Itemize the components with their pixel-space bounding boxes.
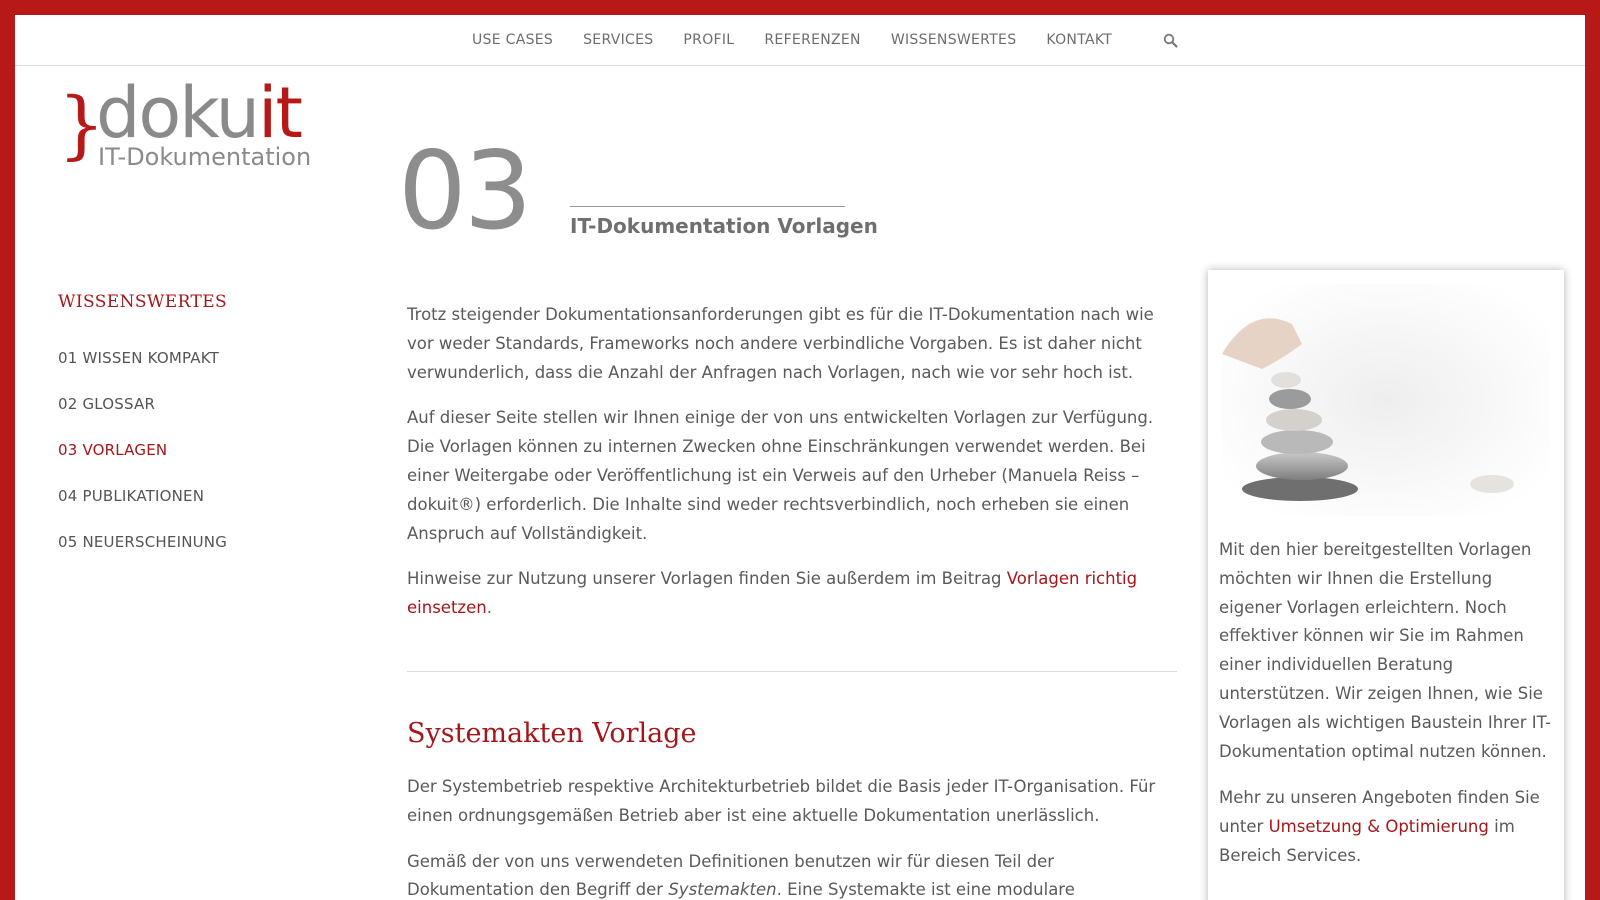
info-box-paragraph: Mit den hier bereitgestellten Vorlagen möchten wir Ihnen die Erstellung eigener Vorlagen erleichtern. Noch effektiver können wir Sie im Rahmen einer individuellen Beratung unterstützen. Wir zeigen Ihnen, wie Sie Vorlagen als wichtigen Baustein Ihrer IT-Dokumentation optimal nutzen können.	[1219, 540, 1552, 761]
systembetrieb-paragraph: Der Systembetrieb respektive Architekturbetrieb bildet die Basis jeder IT-Organisation. Für einen ordnungsgemäßen Betrieb aber ist eine aktuelle Dokumentation unerlässlich.	[407, 776, 1156, 825]
page-title: IT-Dokumentation Vorlagen	[570, 214, 878, 238]
sidebar-menu	[58, 349, 227, 579]
sidebar-item-vorlagen[interactable]: 03 VORLAGEN	[58, 441, 168, 459]
nav-item-services[interactable]: SERVICES	[583, 32, 654, 48]
logo-brace: }	[58, 82, 106, 168]
hint-text: Hinweise zur Nutzung unserer Vorlagen finden Sie außerdem im Beitrag	[407, 569, 1007, 589]
logo-subtitle: IT-Dokumentation	[98, 143, 312, 171]
umsetzung-optimierung-link[interactable]: Umsetzung & Optimierung	[1268, 817, 1489, 837]
title-divider	[570, 206, 845, 207]
nav-item-profil[interactable]: PROFIL	[683, 32, 735, 48]
nav-item-kontakt[interactable]: KONTAKT	[1046, 32, 1113, 48]
usage-paragraph: Auf dieser Seite stellen wir Ihnen einige der von uns entwickelten Vorlagen zur Verfügung. Die Vorlagen können zu internen Zwecken ohne Einschränkungen verwendet werden. Bei einer Weitergabe oder Veröffentlichung ist ein Verweis auf den Urheber (Manuela Reiss – dokuit®) erforderlich. Die Inhalte sind weder rechtsverbindlich, noch erheben sie einen Anspruch auf Vollständigkeit.	[407, 408, 1154, 543]
page-number: 03	[398, 129, 530, 254]
sidebar-item-glossar[interactable]: 02 GLOSSAR	[58, 395, 156, 413]
logo-wordmark	[96, 72, 301, 154]
hint-suffix: .	[486, 598, 492, 618]
stacked-stones-image	[1222, 284, 1550, 516]
main-content	[407, 301, 1177, 900]
intro-paragraph: Trotz steigender Dokumentationsanforderungen gibt es für die IT-Dokumentation nach wie vor weder Standards, Frameworks noch andere verbindliche Vorgaben. Es ist daher nicht verwunderlich, dass die Anzahl der Anfragen nach Vorlagen, nach wie vor sehr hoch ist.	[407, 305, 1154, 382]
section-title: Systemakten Vorlage	[407, 717, 697, 749]
definition-suffix: . Eine Systemakte ist eine modulare	[776, 880, 1075, 900]
logo-word-doku: doku	[96, 72, 259, 154]
page-frame	[15, 15, 1585, 900]
definition-paragraph	[407, 848, 1177, 900]
search-icon[interactable]	[1162, 32, 1180, 50]
sidebar-item-neuerscheinung[interactable]: 05 NEUERSCHEINUNG	[58, 533, 228, 551]
info-box	[1208, 270, 1564, 900]
nav-list	[472, 32, 1142, 48]
info-box-services-paragraph	[1219, 784, 1555, 870]
logo-word-it: it	[258, 72, 301, 154]
vorlagen-richtig-einsetzen-link[interactable]: Vorlagen richtig einsetzen	[407, 569, 1138, 618]
definition-text: Gemäß der von uns verwendeten Definitionen benutzen wir für diesen Teil der Dokumentation den Begriff der	[407, 851, 1055, 900]
info-box-text	[1219, 536, 1555, 889]
hint-paragraph	[407, 565, 1177, 623]
nav-item-wissenswertes[interactable]: WISSENSWERTES	[890, 32, 1017, 48]
definition-term: Systemakten	[668, 880, 777, 900]
nav-item-referenzen[interactable]: REFERENZEN	[764, 32, 861, 48]
sidebar-item-wissen-kompakt[interactable]: 01 WISSEN KOMPAKT	[58, 349, 219, 367]
top-navigation	[15, 15, 1585, 66]
sidebar-item-publikationen[interactable]: 04 PUBLIKATIONEN	[58, 487, 205, 505]
logo[interactable]	[58, 72, 338, 188]
services-suffix: im Bereich Services.	[1219, 817, 1515, 865]
section-divider	[407, 671, 1177, 672]
nav-item-use-cases[interactable]: USE CASES	[472, 32, 554, 48]
sidebar-heading: WISSENSWERTES	[58, 292, 228, 312]
services-text: Mehr zu unseren Angeboten finden Sie unter	[1219, 788, 1540, 837]
